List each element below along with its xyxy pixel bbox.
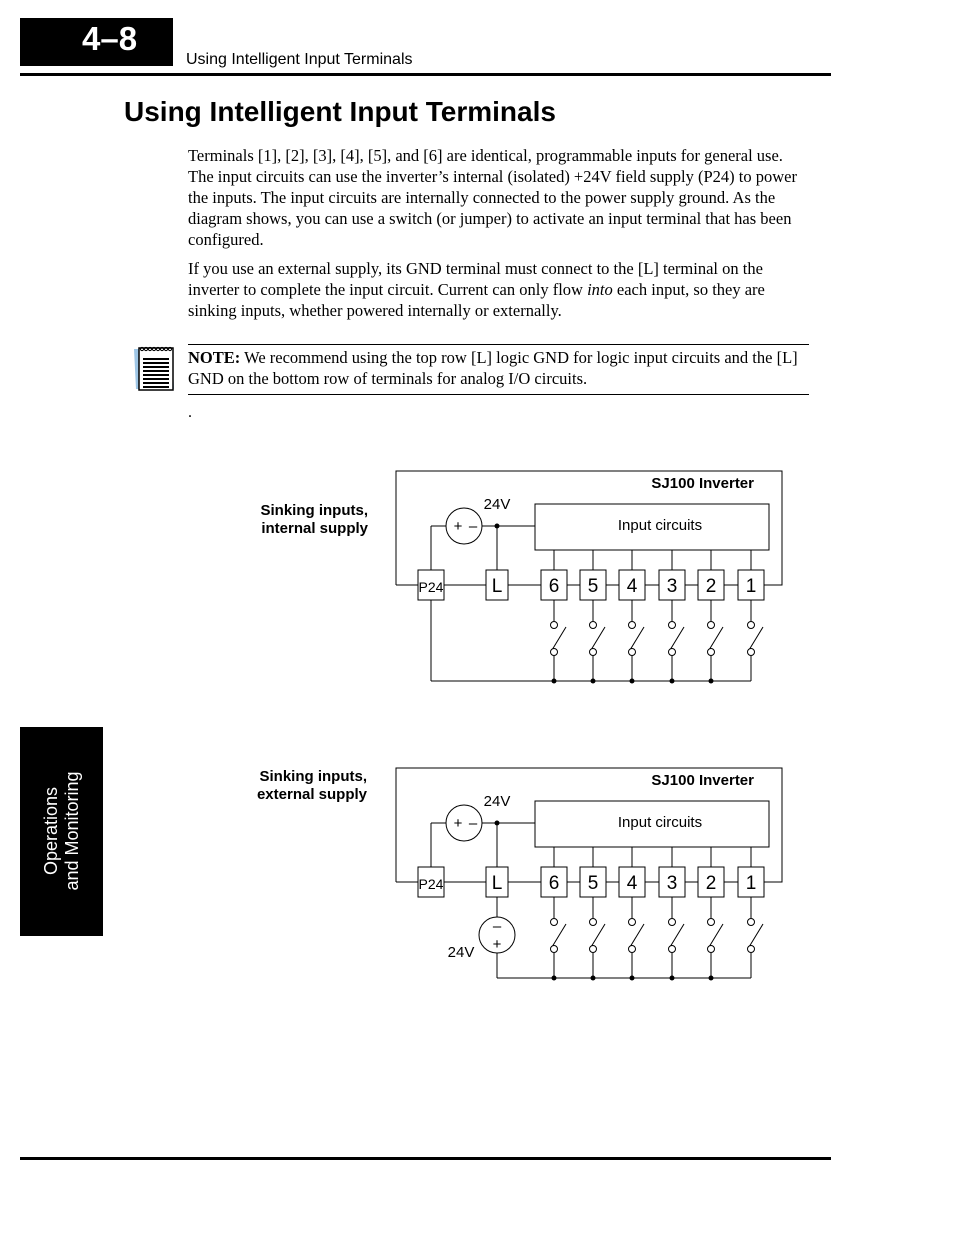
switch-contact-bottom-1 (748, 946, 755, 953)
switch-contact-top-6 (551, 622, 558, 629)
switch-contact-bottom-5 (590, 946, 597, 953)
external-minus-sign: – (492, 918, 502, 935)
switch-blade-1 (749, 627, 763, 650)
switch-blade-2 (709, 627, 723, 650)
switch-blade-5 (591, 627, 605, 650)
terminal-label-1: 1 (745, 576, 757, 597)
side-tab-line1: Operations (41, 786, 61, 876)
switch-blade-3 (670, 627, 684, 650)
diagram-external-supply (257, 768, 782, 981)
switch-contact-bottom-3 (669, 649, 676, 656)
terminal-label-L: L (491, 873, 503, 894)
switch-contact-top-3 (669, 919, 676, 926)
switch-contact-top-2 (708, 919, 715, 926)
terminal-label-5: 5 (587, 576, 599, 597)
input-circuits-label: Input circuits (617, 814, 703, 831)
diagram-caption-line1: Sinking inputs, (260, 502, 368, 519)
switch-blade-5 (591, 924, 605, 947)
note-label: NOTE: (188, 348, 241, 367)
switch-contact-top-5 (590, 919, 597, 926)
switch-blade-4 (630, 924, 644, 947)
switch-contact-top-4 (629, 622, 636, 629)
switch-blade-4 (630, 627, 644, 650)
switch-contact-top-1 (748, 622, 755, 629)
switch-blade-2 (709, 924, 723, 947)
body-paragraph-1: Terminals [1], [2], [3], [4], [5], and [6] are identical, programmable inputs for general use. The input circuits can use the inverter’s internal (isolated) +24V field supply (P24) to power the inputs. The input circuits are internally connected to the power supply ground. As the diagram shows, you can use a switch (or jumper) to activate an input terminal that has been configured. (188, 146, 797, 249)
paragraph2-text-a: If you use an external supply, its GND terminal must connect to the [L] terminal on the inverter to complete the input circuit. Current can only flow (188, 259, 763, 299)
supply-plus-sign: + (453, 518, 463, 535)
terminal-label-P24: P24 (418, 876, 444, 892)
switch-contact-bottom-1 (748, 649, 755, 656)
external-plus-sign: + (492, 936, 502, 953)
diagram-internal-supply (261, 471, 783, 684)
supply-plus-sign: + (453, 815, 463, 832)
page-number: 4–8 (82, 20, 138, 57)
switch-blade-3 (670, 924, 684, 947)
inverter-label: SJ100 Inverter (651, 475, 754, 492)
terminal-label-3: 3 (666, 873, 678, 894)
supply-voltage-label: 24V (483, 793, 511, 810)
terminal-label-1: 1 (745, 873, 757, 894)
terminal-label-2: 2 (705, 576, 717, 597)
diagram-caption-line2: internal supply (261, 520, 368, 537)
side-tab-line2: and Monitoring (62, 771, 82, 891)
section-title: Using Intelligent Input Terminals (124, 96, 556, 127)
switch-contact-bottom-5 (590, 649, 597, 656)
switch-blade-6 (552, 627, 566, 650)
footer-rule (20, 1157, 831, 1160)
terminal-label-2: 2 (705, 873, 717, 894)
switch-contact-top-1 (748, 919, 755, 926)
supply-minus-sign: – (468, 815, 478, 832)
switch-contact-top-4 (629, 919, 636, 926)
switch-contact-bottom-2 (708, 649, 715, 656)
switch-contact-bottom-4 (629, 946, 636, 953)
input-circuits-label: Input circuits (617, 517, 703, 534)
stray-dot: . (188, 404, 192, 421)
terminal-label-6: 6 (548, 576, 560, 597)
inverter-label: SJ100 Inverter (651, 772, 754, 789)
supply-minus-sign: – (468, 518, 478, 535)
note-body: We recommend using the top row [L] logic GND for logic input circuits and the [L] GND on the bottom row of terminals for analog I/O circuits. (188, 348, 798, 388)
external-voltage-label: 24V (447, 944, 475, 961)
switch-contact-bottom-6 (551, 649, 558, 656)
paragraph2-emphasis: into (587, 280, 613, 299)
terminal-label-5: 5 (587, 873, 599, 894)
switch-contact-top-2 (708, 622, 715, 629)
side-tab-label (41, 731, 83, 931)
terminal-label-4: 4 (626, 576, 638, 597)
terminal-label-L: L (491, 576, 503, 597)
switch-contact-bottom-3 (669, 946, 676, 953)
diagram-caption-line2: external supply (256, 786, 367, 803)
terminal-label-P24: P24 (418, 579, 444, 595)
switch-contact-top-5 (590, 622, 597, 629)
switch-contact-bottom-2 (708, 946, 715, 953)
switch-contact-top-6 (551, 919, 558, 926)
paragraph2-text-b: each input, so they are sinking inputs, whether powered internally or externally. (188, 280, 765, 320)
switch-contact-bottom-6 (551, 946, 558, 953)
diagram-caption-line1: Sinking inputs, (259, 768, 367, 785)
switch-blade-1 (749, 924, 763, 947)
switch-contact-bottom-4 (629, 649, 636, 656)
terminal-label-4: 4 (626, 873, 638, 894)
terminal-label-3: 3 (666, 576, 678, 597)
running-header: Using Intelligent Input Terminals (186, 51, 413, 68)
supply-voltage-label: 24V (483, 496, 511, 513)
terminal-label-6: 6 (548, 873, 560, 894)
switch-blade-6 (552, 924, 566, 947)
switch-contact-top-3 (669, 622, 676, 629)
